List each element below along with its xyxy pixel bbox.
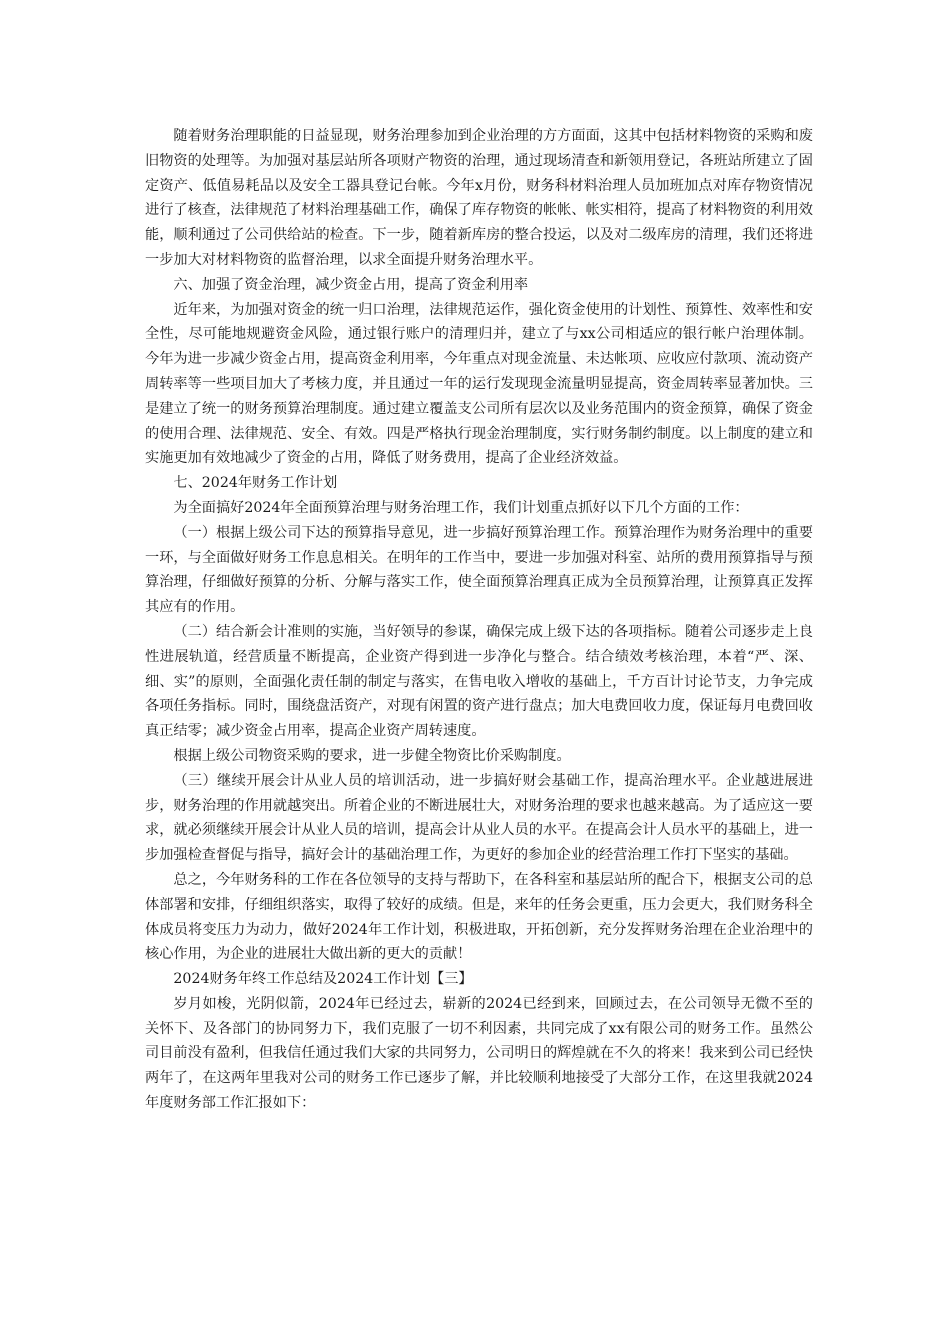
- paragraph-conclusion: 总之，今年财务科的工作在各位领导的支持与帮助下，在各科室和基层站所的配合下，根据支公司的总体部署和安排，仔细组织落实，取得了较好的成绩。但是，来年的任务会更重，压力会更大，我们财务科全体成员将变压力为动力，做好2024年工作计划，积极进取，开拓创新，充分发挥财务治理在企业治理中的核心作用，为企业的进展壮大做出新的更大的贡献！: [145, 871, 813, 963]
- heading-section-six: 六、加强了资金治理，减少资金占用，提高了资金利用率: [173, 276, 529, 293]
- paragraph-materials: 随着财务治理职能的日益显现，财务治理参加到企业治理的方方面面，这其中包括材料物资的采购和废旧物资的处理等。为加强对基层站所各项财产物资的治理，通过现场清查和新领用登记，各班站所建立了固定资产、低值易耗品以及安全工器具登记台帐。今年x月份，财务科材料治理人员加班加点对库存物资情况进行了核查，法律规范了材料治理基础工作，确保了库存物资的帐帐、帐实相符，提高了材料物资的利用效能，顺利通过了公司供给站的检查。下一步，随着新库房的整合投运，以及对二级库房的清理，我们还将进一步加大对材料物资的监督治理，以求全面提升财务治理水平。: [145, 128, 813, 268]
- paragraph-plan-item-1: （一）根据上级公司下达的预算指导意见，进一步搞好预算治理工作。预算治理作为财务治理中的重要一环，与全面做好财务工作息息相关。在明年的工作当中，要进一步加强对科室、站所的费用预算指导与预算治理，仔细做好预算的分析、分解与落实工作，使全面预算治理真正成为全员预算治理，让预算真正发挥其应有的作用。: [145, 524, 813, 616]
- paragraph-part-three-intro: 岁月如梭，光阴似箭，2024年已经过去，崭新的2024已经到来，回顾过去，在公司领导无微不至的关怀下、及各部门的协同努力下，我们克服了一切不利因素，共同完成了xx有限公司的财务工作。虽然公司目前没有盈利，但我信任通过我们大家的共同努力，公司明日的辉煌就在不久的将来！我来到公司已经快两年了，在这两年里我对公司的财务工作已逐步了解，并比较顺利地接受了大部分工作，在这里我就2024年度财务部工作汇报如下：: [145, 995, 813, 1112]
- paragraph-plan-intro: 为全面搞好2024年全面预算治理与财务治理工作，我们计划重点抓好以下几个方面的工作：: [173, 499, 749, 516]
- paragraph-plan-item-2: （二）结合新会计准则的实施，当好领导的参谋，确保完成上级下达的各项指标。随着公司逐步走上良性进展轨道，经营质量不断提高，企业资产得到进一步净化与整合。结合绩效考核治理，本着“严、深、细、实”的原则，全面强化责任制的制定与落实，在售电收入增收的基础上，千方百计讨论节支，力争完成各项任务指标。同时，围绕盘活资产，对现有闲置的资产进行盘点；加大电费回收力度，保证每月电费回收真正结零；减少资金占用率，提高企业资产周转速度。: [145, 623, 813, 740]
- heading-part-three: 2024财务年终工作总结及2024工作计划【三】: [173, 971, 473, 988]
- paragraph-plan-item-3: （三）继续开展会计从业人员的培训活动，进一步搞好财会基础工作，提高治理水平。企业越进展进步，财务治理的作用就越突出。所着企业的不断进展壮大，对财务治理的要求也越来越高。为了适应这一要求，就必须继续开展会计从业人员的培训，提高会计从业人员的水平。在提高会计人员水平的基础上，进一步加强检查督促与指导，搞好会计的基础治理工作，为更好的参加企业的经营治理工作打下坚实的基础。: [145, 772, 813, 864]
- document-body: [145, 124, 813, 1116]
- paragraph-funds: 近年来，为加强对资金的统一归口治理，法律规范运作，强化资金使用的计划性、预算性、效率性和安全性，尽可能地规避资金风险，通过银行账户的清理归并，建立了与xx公司相适应的银行帐户治理体制。今年为进一步减少资金占用，提高资金利用率，今年重点对现金流量、未达帐项、应收应付款项、流动资产周转率等一些项目加大了考核力度，并且通过一年的运行发现现金流量明显提高，资金周转率显著加快。三是建立了统一的财务预算治理制度。通过建立覆盖支公司所有层次以及业务范围内的资金预算，确保了资金的使用合理、法律规范、安全、有效。四是严格执行现金治理制度，实行财务制约制度。以上制度的建立和实施更加有效地减少了资金的占用，降低了财务费用，提高了企业经济效益。: [145, 301, 813, 467]
- heading-section-seven: 七、2024年财务工作计划: [173, 475, 338, 492]
- paragraph-procurement: 根据上级公司物资采购的要求，进一步健全物资比价采购制度。: [173, 747, 571, 764]
